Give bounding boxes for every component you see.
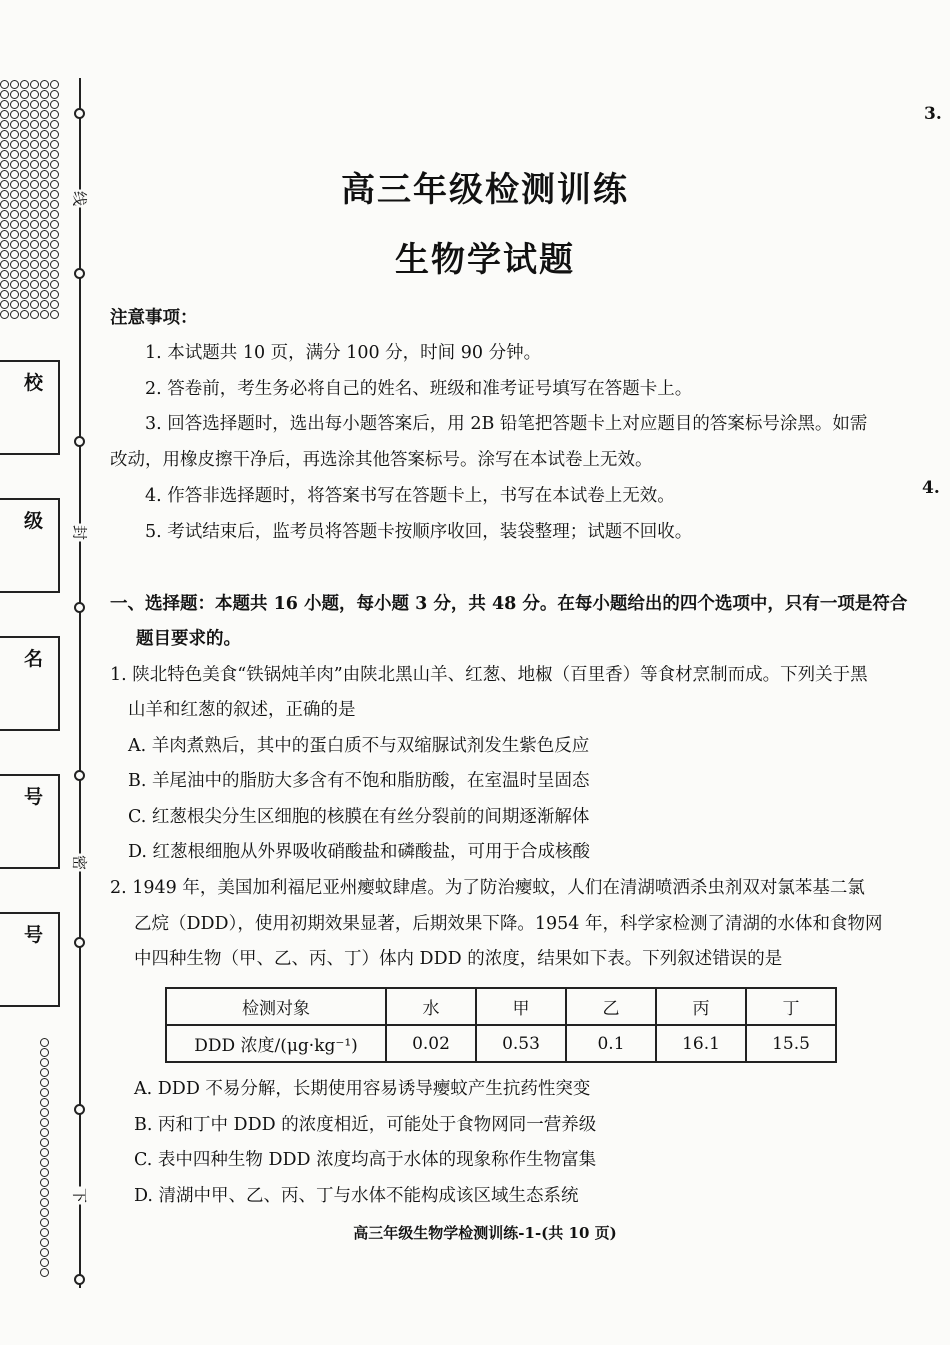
binding-dot	[30, 80, 39, 89]
binding-dot	[30, 100, 39, 109]
binding-dot	[30, 210, 39, 219]
table-header-cell: 丙	[656, 988, 746, 1025]
binding-dot	[50, 80, 59, 89]
binding-dot	[10, 140, 19, 149]
table-cell: 0.02	[386, 1025, 476, 1062]
binding-dot	[0, 300, 9, 309]
question-2-stem-continued: 中四种生物（甲、乙、丙、丁）体内 DDD 的浓度，结果如下表。下列叙述错误的是	[134, 949, 783, 969]
binding-dot	[20, 110, 29, 119]
notes-item: 1. 本试题共 10 页，满分 100 分，时间 90 分钟。	[145, 343, 542, 363]
binding-dot	[50, 220, 59, 229]
next-page-q4-number: 4.	[922, 478, 940, 498]
binding-dot	[0, 150, 9, 159]
binding-dot	[0, 90, 9, 99]
binding-dot	[10, 90, 19, 99]
binding-dot	[40, 1268, 49, 1277]
binding-dot	[10, 290, 19, 299]
table-header-label: 检测对象	[166, 988, 386, 1025]
question-1-stem: 1. 陕北特色美食“铁锅炖羊肉”由陕北黑山羊、红葱、地椒（百里香）等食材烹制而成。下列关于黑	[110, 665, 868, 685]
binding-dot	[30, 120, 39, 129]
notes-item-continued: 改动，用橡皮擦干净后，再选涂其他答案标号。涂写在本试卷上无效。	[110, 450, 653, 470]
table-header-row	[166, 988, 836, 1025]
notes-item: 4. 作答非选择题时，将答案书写在答题卡上，书写在本试卷上无效。	[145, 486, 675, 506]
binding-dot	[30, 140, 39, 149]
binding-dot	[40, 220, 49, 229]
binding-dot	[0, 80, 9, 89]
binding-dot	[50, 120, 59, 129]
binding-dot	[30, 280, 39, 289]
binding-dot	[10, 300, 19, 309]
binding-dot	[50, 90, 59, 99]
table-header-cell: 甲	[476, 988, 566, 1025]
table-header-cell: 水	[386, 988, 476, 1025]
binding-dot	[40, 1088, 49, 1097]
binding-dot	[40, 1188, 49, 1197]
question-2-option-c: C. 表中四种生物 DDD 浓度均高于水体的现象称作生物富集	[134, 1150, 597, 1170]
binding-dot	[30, 130, 39, 139]
binding-dot	[0, 110, 9, 119]
binding-dot	[20, 100, 29, 109]
question-2-stem-continued: 乙烷（DDD），使用初期效果显著，后期效果下降。1954 年，科学家检测了清湖的水体和食物网	[134, 914, 883, 934]
section-heading: 一、选择题：本题共 16 小题，每小题 3 分，共 48 分。在每小题给出的四个选项中，只有一项是符合	[110, 594, 908, 614]
binding-dot	[40, 280, 49, 289]
binding-dot	[30, 220, 39, 229]
binding-circle	[74, 108, 85, 119]
page-title: 高三年级检测训练	[341, 170, 629, 210]
binding-dot	[50, 300, 59, 309]
binding-dot	[30, 310, 39, 319]
question-1-option-c: C. 红葱根尖分生区细胞的核膜在有丝分裂前的间期逐渐解体	[128, 807, 590, 827]
binding-dot	[40, 1108, 49, 1117]
binding-dot	[40, 1248, 49, 1257]
binding-dot	[40, 1048, 49, 1057]
binding-dot	[10, 100, 19, 109]
page-footer: 高三年级生物学检测训练-1-(共 10 页)	[353, 1224, 617, 1242]
seal-char: 下	[70, 1187, 89, 1203]
binding-dot	[10, 120, 19, 129]
binding-dot	[20, 140, 29, 149]
seat-number-field-label: 号	[24, 924, 44, 946]
binding-dot	[0, 100, 9, 109]
table-row-label: DDD 浓度/(μg·kg⁻¹)	[166, 1025, 386, 1062]
binding-dot	[40, 140, 49, 149]
binding-dot	[20, 290, 29, 299]
binding-dot	[40, 300, 49, 309]
binding-dot	[20, 120, 29, 129]
binding-dot	[20, 130, 29, 139]
binding-dot	[50, 290, 59, 299]
binding-dot	[10, 310, 19, 319]
question-1-option-a: A. 羊肉煮熟后，其中的蛋白质不与双缩脲试剂发生紫色反应	[128, 736, 590, 756]
binding-dot	[20, 220, 29, 229]
binding-dot	[30, 150, 39, 159]
seal-char: 密	[70, 854, 89, 870]
question-2-option-d: D. 清湖中甲、乙、丙、丁与水体不能构成该区域生态系统	[134, 1186, 579, 1206]
name-field-label: 名	[24, 648, 44, 670]
binding-dot	[50, 130, 59, 139]
binding-dot	[20, 90, 29, 99]
table-cell: 15.5	[746, 1025, 836, 1062]
question-2-option-b: B. 丙和丁中 DDD 的浓度相近，可能处于食物网同一营养级	[134, 1115, 597, 1135]
binding-circle	[74, 602, 85, 613]
binding-dot	[0, 120, 9, 129]
table-row	[166, 1025, 836, 1062]
binding-dot	[10, 280, 19, 289]
binding-dot	[40, 1178, 49, 1187]
notes-heading: 注意事项：	[110, 308, 198, 328]
table-cell: 0.53	[476, 1025, 566, 1062]
binding-dot	[0, 290, 9, 299]
binding-dot	[40, 310, 49, 319]
binding-dot	[10, 210, 19, 219]
notes-item: 3. 回答选择题时，选出每小题答案后，用 2B 铅笔把答题卡上对应题目的答案标号涂黑。如需	[145, 414, 868, 434]
binding-dot	[30, 110, 39, 119]
binding-dot	[40, 130, 49, 139]
binding-dot	[50, 110, 59, 119]
binding-dot	[40, 1128, 49, 1137]
binding-dot	[10, 150, 19, 159]
next-page-q3-number: 3.	[924, 104, 942, 124]
binding-dot	[0, 140, 9, 149]
section-heading-continued: 题目要求的。	[136, 629, 241, 649]
binding-circle	[74, 1104, 85, 1115]
question-1-stem-continued: 山羊和红葱的叙述，正确的是	[128, 700, 356, 720]
binding-circle	[74, 770, 85, 781]
binding-dot	[40, 1198, 49, 1207]
class-field-label: 级	[24, 510, 44, 532]
ddd-concentration-table	[165, 987, 837, 1063]
table-header-cell: 丁	[746, 988, 836, 1025]
notes-item: 2. 答卷前，考生务必将自己的姓名、班级和准考证号填写在答题卡上。	[145, 379, 693, 399]
binding-circle	[74, 937, 85, 948]
binding-dot	[10, 220, 19, 229]
binding-dot	[40, 1138, 49, 1147]
binding-dot	[40, 80, 49, 89]
binding-dot	[0, 130, 9, 139]
binding-dot	[0, 310, 9, 319]
binding-dot	[40, 1168, 49, 1177]
question-2-option-a: A. DDD 不易分解，长期使用容易诱导瘿蚊产生抗药性突变	[134, 1079, 591, 1099]
binding-dot	[40, 1158, 49, 1167]
table-cell: 16.1	[656, 1025, 746, 1062]
binding-dot	[40, 120, 49, 129]
binding-dot	[40, 1208, 49, 1217]
seal-char: 线	[70, 190, 89, 206]
binding-dot	[40, 1118, 49, 1127]
binding-dot	[20, 280, 29, 289]
exam-number-field-label: 号	[24, 786, 44, 808]
binding-dot	[40, 1038, 49, 1047]
binding-dot	[20, 80, 29, 89]
table-cell: 0.1	[566, 1025, 656, 1062]
binding-dot	[10, 110, 19, 119]
binding-dot	[20, 300, 29, 309]
binding-dot	[40, 1148, 49, 1157]
binding-dot	[40, 90, 49, 99]
binding-dot	[30, 90, 39, 99]
table-header-cell: 乙	[566, 988, 656, 1025]
binding-dot	[20, 150, 29, 159]
binding-dot	[30, 290, 39, 299]
question-1-option-d: D. 红葱根细胞从外界吸收硝酸盐和磷酸盐，可用于合成核酸	[128, 842, 591, 862]
binding-dot	[40, 1258, 49, 1267]
page-subtitle: 生物学试题	[395, 240, 575, 280]
binding-dot	[30, 300, 39, 309]
binding-dot	[40, 100, 49, 109]
binding-dot	[50, 140, 59, 149]
binding-dot	[50, 210, 59, 219]
binding-dot	[40, 210, 49, 219]
seal-char: 封	[70, 524, 89, 540]
question-1-option-b: B. 羊尾油中的脂肪大多含有不饱和脂肪酸，在室温时呈固态	[128, 771, 590, 791]
binding-dot	[0, 220, 9, 229]
question-2-stem: 2. 1949 年，美国加利福尼亚州瘿蚊肆虐。为了防治瘿蚊，人们在清湖喷洒杀虫剂双对氯苯基二氯	[110, 878, 865, 898]
school-field-label: 校	[24, 372, 44, 394]
binding-dot	[10, 80, 19, 89]
binding-dot	[0, 210, 9, 219]
binding-dot	[20, 210, 29, 219]
binding-circle	[74, 1274, 85, 1285]
binding-dot	[50, 310, 59, 319]
binding-dot	[40, 1078, 49, 1087]
binding-dot	[40, 1098, 49, 1107]
binding-dot	[0, 280, 9, 289]
binding-circle	[74, 436, 85, 447]
binding-dot	[40, 150, 49, 159]
binding-dot	[20, 310, 29, 319]
binding-dot	[50, 280, 59, 289]
binding-dot	[40, 290, 49, 299]
binding-dot	[50, 150, 59, 159]
binding-dot	[40, 1058, 49, 1067]
binding-dot	[10, 130, 19, 139]
binding-dot	[40, 110, 49, 119]
notes-item: 5. 考试结束后，监考员将答题卡按顺序收回，装袋整理；试题不回收。	[145, 522, 693, 542]
binding-dot	[50, 100, 59, 109]
binding-dot	[40, 1068, 49, 1077]
